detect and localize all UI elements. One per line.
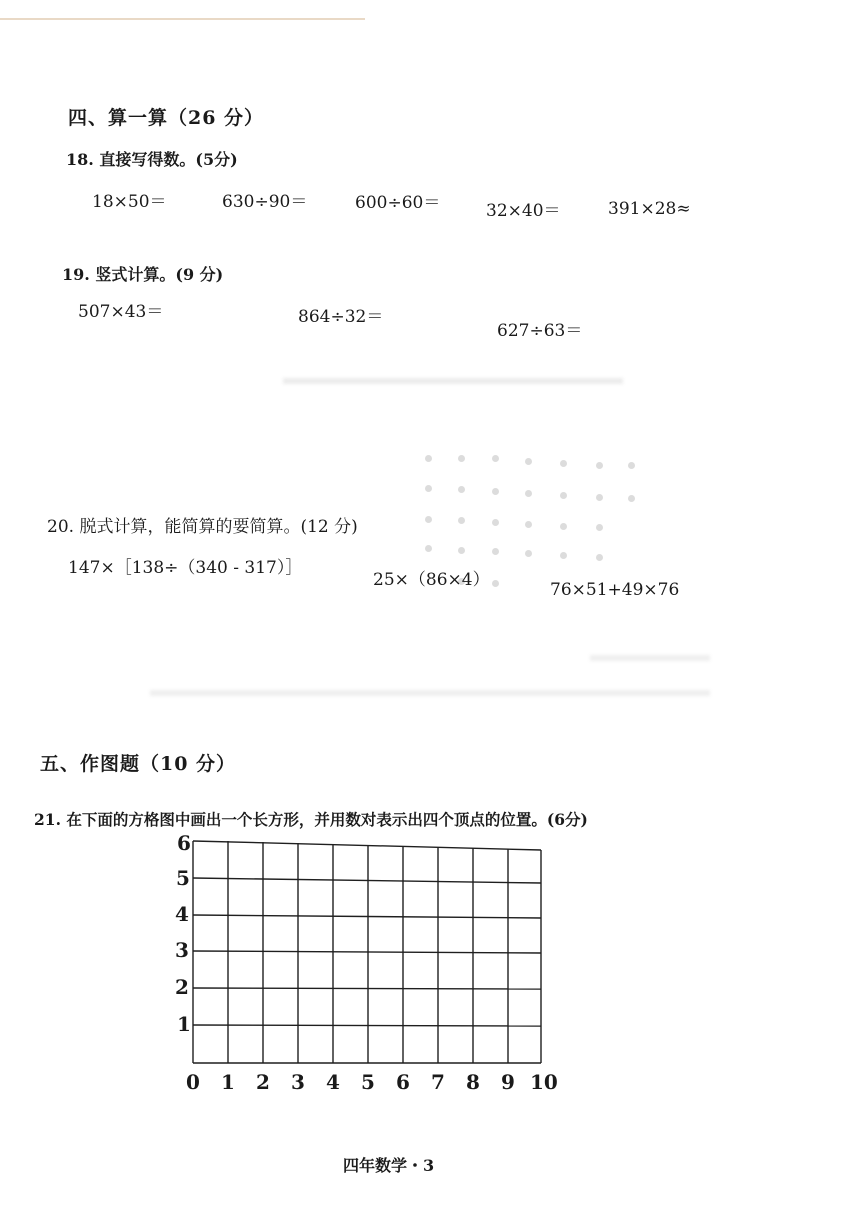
question-19-label: 19. 竖式计算。(9 分) — [62, 265, 224, 284]
q18-item-3: 600÷60＝ — [355, 193, 441, 213]
x-label-6: 6 — [396, 1070, 410, 1094]
y-label-3: 3 — [175, 938, 189, 962]
x-label-7: 7 — [431, 1070, 445, 1094]
section-5-title: 五、作图题（10 分） — [40, 753, 237, 775]
page-footer: 四年数学・3 — [343, 1156, 435, 1175]
q19-item-2: 864÷32＝ — [298, 307, 384, 327]
q19-item-3: 627÷63＝ — [497, 321, 583, 341]
x-label-0: 0 — [186, 1070, 200, 1094]
q20-item-3: 76×51+49×76 — [550, 580, 680, 600]
x-label-1: 1 — [221, 1070, 235, 1094]
q18-item-5: 391×28≈ — [608, 199, 691, 219]
x-label-4: 4 — [326, 1070, 340, 1094]
y-label-2: 2 — [175, 975, 189, 999]
x-label-5: 5 — [361, 1070, 375, 1094]
section-4-title: 四、算一算（26 分） — [68, 107, 265, 129]
x-label-10: 10 — [530, 1070, 558, 1094]
question-20-label: 20. 脱式计算，能简算的要简算。(12 分) — [47, 517, 358, 537]
q18-item-1: 18×50＝ — [92, 192, 167, 212]
q18-item-2: 630÷90＝ — [222, 192, 308, 212]
q20-item-1: 147×［138÷（340 - 317）］ — [68, 558, 303, 578]
y-label-1: 1 — [177, 1012, 191, 1036]
x-label-2: 2 — [256, 1070, 270, 1094]
q18-item-4: 32×40＝ — [486, 201, 561, 221]
question-21-label: 21. 在下面的方格图中画出一个长方形，并用数对表示出四个顶点的位置。(6分) — [34, 810, 588, 829]
x-label-9: 9 — [501, 1070, 515, 1094]
y-label-6: 6 — [177, 831, 191, 855]
q20-item-2: 25×（86×4） — [373, 570, 490, 590]
x-label-3: 3 — [291, 1070, 305, 1094]
x-label-8: 8 — [466, 1070, 480, 1094]
question-18-label: 18. 直接写得数。(5分) — [66, 150, 238, 169]
q19-item-1: 507×43＝ — [78, 302, 164, 322]
y-label-5: 5 — [176, 866, 190, 890]
y-label-4: 4 — [175, 902, 189, 926]
